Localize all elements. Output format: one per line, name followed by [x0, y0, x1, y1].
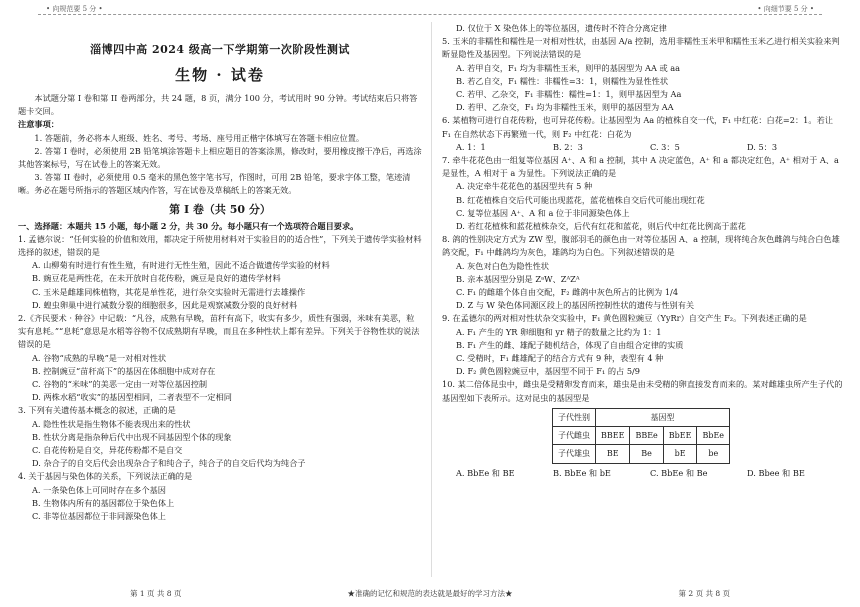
question-option: D. 仅位于 X 染色体上的等位基因，遗传时不符合分离定律	[456, 23, 667, 33]
question-stem: 2.《齐民要术 · 种谷》中记载：“凡谷，成熟有早晚，苗秆有高下，收实有多少，质性有强弱，米味有美恶，粒实有息耗。”“息耗”意思是水稻等谷物不仅成熟期有早晚，而且在多种性状上都有差异。下列关于谷物性状的说法错误的是	[18, 313, 420, 350]
question-option: C. 玉米是雌雄同株植物，其花是单性花，进行杂交实验时无需进行去雄操作	[32, 286, 306, 297]
exam-title: 淄博四中高 2024 级高一下学期第一次阶段性测试	[90, 43, 350, 56]
question-options-row	[442, 467, 844, 480]
question-stem: 4. 关于基因与染色体的关系，下列说法正确的是	[18, 471, 193, 482]
question-option: C. 受精时，F₁ 雌雄配子的结合方式有 9 种，表型有 4 种	[456, 353, 664, 364]
question-option: B. 豌豆花是两性花，在未开放时自花传粉，豌豆是良好的遗传学材料	[32, 273, 281, 284]
question-option: D. 蝗虫卵巢中进行减数分裂的细胞很多，因此是观察减数分裂的良好材料	[32, 299, 298, 310]
question-stem: 9. 在孟德尔的两对相对性状杂交实验中，F₁ 黄色圆粒豌豆（YyRr）自交产生 F₂。下列表述正确的是	[442, 313, 807, 324]
footer-motto: ★准确的记忆和规范的表达就是最好的学习方法★	[347, 589, 513, 598]
question-option: B. 性状分离是指杂种后代中出现不同基因型个体的现象	[32, 431, 232, 442]
question-option: D. 若红花植株和蓝花植株杂交，后代有红花和蓝花，则后代中红花比例高于蓝花	[456, 221, 746, 232]
question-option: C. 谷物的“米味”的美恶一定由一对等位基因控制	[32, 379, 208, 390]
right-column	[442, 22, 844, 480]
question-option: C. 3：5	[650, 141, 680, 152]
question-option: A. 隐性性状是指生物体不能表现出来的性状	[32, 418, 191, 429]
note-item: 1. 答题前，务必将本人班级、姓名、考号、考场、座号用正楷字体填写在答题卡相应位置。	[34, 132, 365, 143]
question-option: D. 5：3	[747, 141, 778, 152]
table-row-label: 子代雄虫	[553, 445, 596, 463]
question-option: D. Bbee 和 BE	[747, 467, 805, 478]
question-option: C. 复等位基因 A⁺、A 和 a 位于非同源染色体上	[456, 207, 630, 218]
question-option: B. 红花植株自交后代可能出现蓝花，蓝花植株自交后代可能出现红花	[456, 194, 705, 205]
note-item: 2. 答第 I 卷时，必须使用 2B 铅笔填涂答题卡上相应题目的答案涂黑，修改时，要用橡皮擦干净后，再选涂其他答案标号，写在试卷上的答案无效。	[18, 145, 422, 170]
question-option: B. F₁ 产生的雌、雄配子随机结合，体现了自由组合定律的实质	[456, 339, 684, 350]
question-options-row	[442, 141, 844, 154]
question-option: C. 非等位基因都位于非同源染色体上	[32, 511, 166, 522]
question-option: A. BbEe 和 BE	[456, 467, 515, 478]
left-column	[18, 22, 422, 523]
table-row-label: 子代雌虫	[553, 427, 596, 445]
footer-page-right: 第 2 页 共 8 页	[678, 589, 730, 598]
table-header-cell: 基因型	[596, 408, 730, 426]
question-option: C. 自花传粉是自交，异花传粉都不是自交	[32, 445, 183, 456]
question-option: D. 若甲、乙杂交，F₁ 均为非糯性玉米，则甲的基因型为 AA	[456, 102, 674, 113]
table-cell: BbEE	[663, 427, 697, 445]
table-cell: bE	[663, 445, 697, 463]
question-stem: 7. 牵牛花花色由一组复等位基因 A⁺、A 和 a 控制，其中 A 决定蓝色，A⁺ 和 a 都决定红色，A⁺ 相对于 A、a 是显性，A 相对于 a 为显性。下列说法正确的是	[442, 155, 839, 179]
subject-title: 生物 · 试卷	[175, 66, 265, 84]
header-right-note: • 向细节要 5 分 •	[757, 5, 814, 13]
section-heading: 第 I 卷（共 50 分）	[169, 202, 271, 216]
table-row	[553, 445, 730, 463]
top-dashed-border	[38, 14, 822, 15]
question-option: A. 若甲自交，F₁ 均为非糯性玉米，则甲的基因型为 AA 或 aa	[456, 62, 681, 73]
question-option: B. 控制豌豆“苗秆高下”的基因在体细胞中成对存在	[32, 365, 216, 376]
header-left-note: • 向规范要 5 分 •	[46, 5, 103, 13]
question-stem: 8. 鸽的性别决定方式为 ZW 型，腹部羽毛的颜色由一对等位基因 A、a 控制，现将纯合灰色雌鸽与纯合白色雄鸽交配，F₁ 中雌鸽均为灰色，雄鸽均为白色。下列叙述错误的是	[442, 234, 840, 258]
question-stem: 3. 下列有关遗传基本概念的叙述，正确的是	[18, 405, 176, 416]
question-stem: 10. 某二倍体昆虫中，雌虫是受精卵发育而来，雄虫是由未受精的卵直接发育而来的。某对雌雄虫所产生子代的基因型如下表所示。这对昆虫的基因型是	[442, 379, 843, 403]
question-option: B. BbEe 和 bE	[553, 467, 611, 478]
table-cell: BBEe	[630, 427, 663, 445]
table-cell: BBEE	[596, 427, 630, 445]
question-option: A. 谷物“成熟的早晚”是一对相对性状	[32, 352, 167, 363]
question-option: A. F₁ 产生的 YR 卵细胞和 yr 精子的数量之比约为 1：1	[456, 326, 662, 337]
question-option: B. 亲本基因型分别是 ZᵃW、ZᴬZᴬ	[456, 273, 580, 284]
question-option: B. 生物体内所有的基因都位于染色体上	[32, 497, 175, 508]
question-option: D. 两株水稻“收实”的基因型相同，二者表型不一定相同	[32, 392, 232, 403]
genotype-table	[552, 408, 730, 464]
question-option: D. F₂ 黄色圆粒豌豆中，基因型不同于 F₁ 的占 5/9	[456, 366, 640, 377]
table-cell: BE	[596, 445, 630, 463]
footer-page-left: 第 1 页 共 8 页	[130, 589, 182, 598]
question-option: D. 杂合子的自交后代会出现杂合子和纯合子，纯合子的自交后代均为纯合子	[32, 458, 306, 469]
table-header-cell: 子代性别	[553, 408, 596, 426]
question-option: C. F₁ 的雌雄个体自由交配，F₂ 雌鸽中灰色所占的比例为 1/4	[456, 287, 679, 298]
question-option: C. BbEe 和 Be	[650, 467, 708, 478]
column-divider	[431, 22, 432, 577]
part-heading: 一、选择题：本题共 15 小题，每小题 2 分，共 30 分。每小题只有一个选项符合题目要求。	[18, 220, 359, 231]
question-option: B. 2：3	[553, 141, 583, 152]
notes-heading: 注意事项：	[18, 119, 59, 130]
question-option: D. Z 与 W 染色体同源区段上的基因所控制性状的遗传与性别有关	[456, 300, 695, 311]
question-option: A. 山柳菊有时进行有性生殖，有时进行无性生殖，因此不适合做遗传学实验的材料	[32, 260, 330, 271]
table-cell: Be	[630, 445, 663, 463]
exam-intro: 本试题分第 I 卷和第 II 卷两部分，共 24 题，8 页，满分 100 分，考试用时 90 分钟。考试结束后只将答题卡交回。	[18, 93, 418, 117]
question-stem: 6. 某植物可进行自花传粉，也可异花传粉。让基因型为 Aa 的植株自交一代，F₁ 中红花：白花=2：1。若让 F₁ 在自然状态下再繁殖一代，则 F₂ 中红花：白花为	[442, 115, 833, 139]
table-row	[553, 408, 730, 426]
question-option: A. 决定牵牛花花色的基因型共有 5 种	[456, 181, 593, 192]
question-option: C. 若甲、乙杂交，F₁ 非糯性：糯性=1：1，则甲基因型为 Aa	[456, 89, 682, 100]
table-row	[553, 427, 730, 445]
question-stem: 5. 玉米的非糯性和糯性是一对相对性状，由基因 A/a 控制，选用非糯性玉米甲和糯性玉米乙进行相关实验来判断显隐性及基因型。下列说法错误的是	[442, 36, 840, 60]
question-option: A. 一条染色体上可同时存在多个基因	[32, 484, 166, 495]
note-item: 3. 答第 II 卷时，必须使用 0.5 毫米的黑色签字笔书写，作图时，可用 2B 铅笔，要求字体工整，笔迹清晰。务必在题号所指示的答题区域内作答，写在试卷及草稿纸上的答案无效。	[18, 172, 411, 196]
question-option: A. 灰色对白色为隐性性状	[456, 260, 549, 271]
question-option: A. 1：1	[456, 141, 486, 152]
table-cell: BbEe	[697, 427, 730, 445]
table-cell: be	[697, 445, 730, 463]
question-stem: 1. 孟德尔说：“任何实验的价值和效用，都决定于所使用材料对于实验目的的适合性”，下列关于遗传学实验材料选择的叙述，错误的是	[18, 233, 422, 258]
question-option: B. 若乙自交，F₁ 糯性：非糯性=3：1，则糯性为显性性状	[456, 75, 669, 86]
